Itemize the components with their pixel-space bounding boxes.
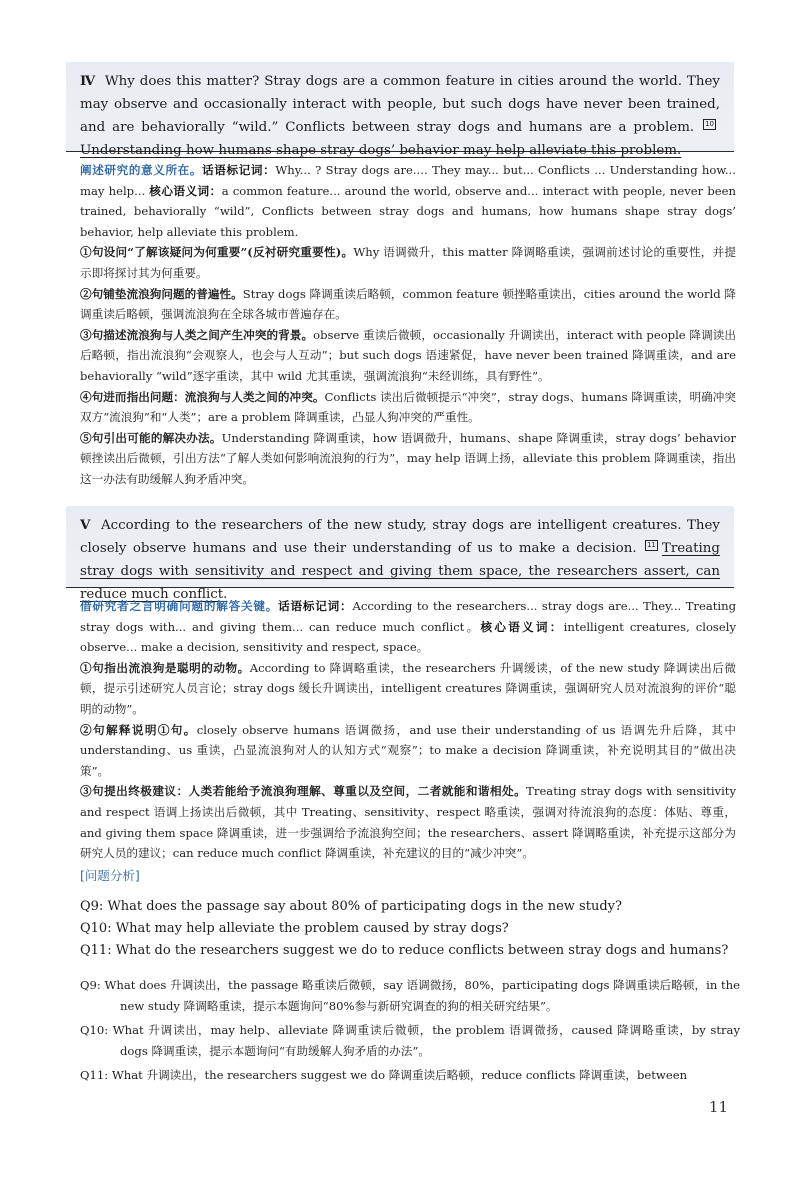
analysis-item [80, 284, 736, 325]
question-analysis-item: Q9: What does 升调读出，the passage 略重读后微顿，say 语调微扬，80%，participating dogs 降调重读后略顿，in the new study 降调略重读，提示本题询问“80%参与新研究调查的狗的相关研究结果”。 [80, 978, 740, 1013]
analysis-item-lead: ④句进而指出问题：流浪狗与人类之间的冲突。 [80, 389, 325, 404]
analysis-section-v [80, 596, 736, 864]
key-sentence-underlined: Understanding how humans shape stray dogs’ behavior may help alleviate this problem. [80, 143, 682, 158]
label-discourse-markers: 话语标记词： [202, 163, 276, 177]
analysis-item-text: According to 降调略重读，the researchers 升调缓读，of the new study 降调读出后微顿，提示引述研究人员言论；stray dogs 缓长升调读出，intelligent creatures 降调重读，强调研究人员对流浪狗的评价“聪明的动物”。 [80, 660, 736, 716]
analysis-item [80, 720, 736, 782]
roman-numeral: Ⅳ [80, 73, 96, 89]
question-analysis-list [80, 975, 740, 1089]
analysis-item [80, 428, 736, 490]
analysis-summary [80, 596, 736, 658]
analysis-section-iv [80, 160, 736, 490]
analysis-summary [80, 160, 736, 242]
passage-text: Why does this matter? Stray dogs are a common feature in cities around the world. They may observe and occasionally interact with people, but such dogs have never been trained, and are behaviorally “wild.” Conflicts between stray dogs and humans are a problem. [80, 74, 720, 135]
question-list [80, 896, 740, 962]
analysis-item-text: Conflicts 读出后微顿提示“冲突”，stray dogs、humans 降调重读，明确冲突双方“流浪狗”和“人类”；are a problem 降调重读，凸显人狗冲突的严重性。 [80, 389, 736, 425]
analysis-item-lead: ⑤句引出可能的解决办法。 [80, 430, 222, 445]
core-words-text: intelligent creatures, closely observe... make a decision, sensitivity and respect, space。 [80, 619, 736, 655]
analysis-item [80, 658, 736, 720]
analysis-item-text: Treating stray dogs with sensitivity and respect 语调上扬读出后微顿，其中 Treating、sensitivity、respect 略重读，强调对待流浪狗的态度：体贴、尊重，and giving them space 降调重读，进一步强调给予流浪狗空间；the researchers、assert 降调略重读，补充提示这部分为研究人员的建议；can reduce much conflict 降调重读，补充建议的目的“减少冲突”。 [80, 784, 736, 861]
sentence-number-badge: 10 [705, 120, 715, 128]
analysis-item-text: Why 语调微升，this matter 降调略重读，强调前述讨论的重要性，并提示即将探讨其为何重要。 [80, 245, 737, 280]
analysis-item-lead: ②句解释说明①句。 [80, 722, 197, 737]
analysis-item-text: closely observe humans 语调微扬，and use their understanding of us 语调先升后降，其中 understanding、us 重读，凸显流浪狗对人的认知方式“观察”；to make a decision 降调重读，补充说明其目的“做出决策”。 [80, 722, 736, 778]
analysis-item-text: Stray dogs 降调重读后略顿，common feature 顿挫略重读出，cities around the world 降调重读后略顿，强调流浪狗在全球各城市普遍存在。 [80, 286, 736, 322]
passage-text: According to the researchers of the new study, stray dogs are intelligent creatures. They closely observe humans and use their understanding of us to make a decision. [80, 518, 720, 556]
analysis-item-lead: ①句指出流浪狗是聪明的动物。 [80, 660, 250, 675]
question-analysis-item: Q10: What 升调读出，may help、alleviate 降调重读后微顿，the problem 语调微扬，caused 降调略重读，by stray dogs 降调重读，提示本题询问“有助缓解人狗矛盾的办法”。 [80, 1023, 740, 1058]
analysis-item-lead: ②句铺垫流浪狗问题的普遍性。 [80, 286, 243, 301]
question-item: Q11: What do the researchers suggest we do to reduce conflicts between stray dogs and humans? [80, 943, 729, 958]
question-item: Q9: What does the passage say about 80% of participating dogs in the new study? [80, 899, 622, 914]
analysis-lead-title: 阐述研究的意义所在。 [80, 163, 203, 177]
page-number: 11 [708, 1098, 728, 1116]
key-sentence-underlined: Treating stray dogs with sensitivity and respect and giving them space, the researchers assert, can reduce much conflict. [80, 541, 720, 602]
analysis-item-lead: ①句设问“了解该疑问为何重要”(反衬研究重要性)。 [80, 245, 354, 260]
label-core-words: 核心语义词： [149, 183, 222, 198]
analysis-item-text: observe 重读后微顿，occasionally 升调读出，interact with people 降调读出后略顿，指出流浪狗“会观察人，也会与人互动”；but such dogs 语速紧促，have never been trained 降调重读，and are behaviorally “wild”逐字重读，其中 wild 尤其重读，强调流浪狗“未经训练，具有野性”。 [80, 327, 736, 383]
discourse-markers-text: According to the researchers... stray dogs are... They... Treating stray dogs with... and giving them... can reduce much conflict。 [80, 599, 736, 634]
analysis-item-text: Understanding 降调重读，how 语调微升，humans、shape 降调重读，stray dogs’ behavior 顿挫读出后微顿，引出方法“了解人类如何影响流浪狗的行为”，may help 语调上扬，alleviate this problem 降调重读，指出这一办法有助缓解人狗矛盾冲突。 [80, 430, 736, 486]
analysis-item [80, 387, 736, 428]
analysis-item-lead: ③句提出终极建议：人类若能给予流浪狗理解、尊重以及空间，二者就能和谐相处。 [80, 784, 527, 799]
discourse-markers-text: Why... ? Stray dogs are.... They may... but... Conflicts ... Understanding how... may help... [80, 163, 736, 198]
analysis-item [80, 242, 736, 283]
analysis-lead-title: 借研究者之言明确问题的解答关键。 [80, 599, 279, 613]
sentence-number-badge: 11 [646, 541, 656, 549]
passage-section-iv [66, 62, 734, 158]
question-item: Q10: What may help alleviate the problem caused by stray dogs? [80, 921, 509, 936]
label-core-words: 核心语义词： [480, 619, 564, 634]
roman-numeral: Ⅴ [80, 517, 92, 533]
analysis-item [80, 325, 736, 387]
question-analysis-header: [问题分析] [80, 868, 140, 883]
core-words-text: a common feature... around the world, observe and... interact with people, never been trained, behaviorally “wild”, Conflicts between stray dogs and humans, how humans shape stray dogs’ behavior, help alleviate this problem. [80, 183, 736, 239]
analysis-item [80, 781, 736, 863]
analysis-item-lead: ③句描述流浪狗与人类之间产生冲突的背景。 [80, 327, 314, 342]
label-discourse-markers: 话语标记词： [278, 599, 353, 613]
question-analysis-item: Q11: What 升调读出，the researchers suggest we do 降调重读后略顿，reduce conflicts 降调重读，between [80, 1068, 688, 1082]
passage-section-v [66, 506, 734, 602]
